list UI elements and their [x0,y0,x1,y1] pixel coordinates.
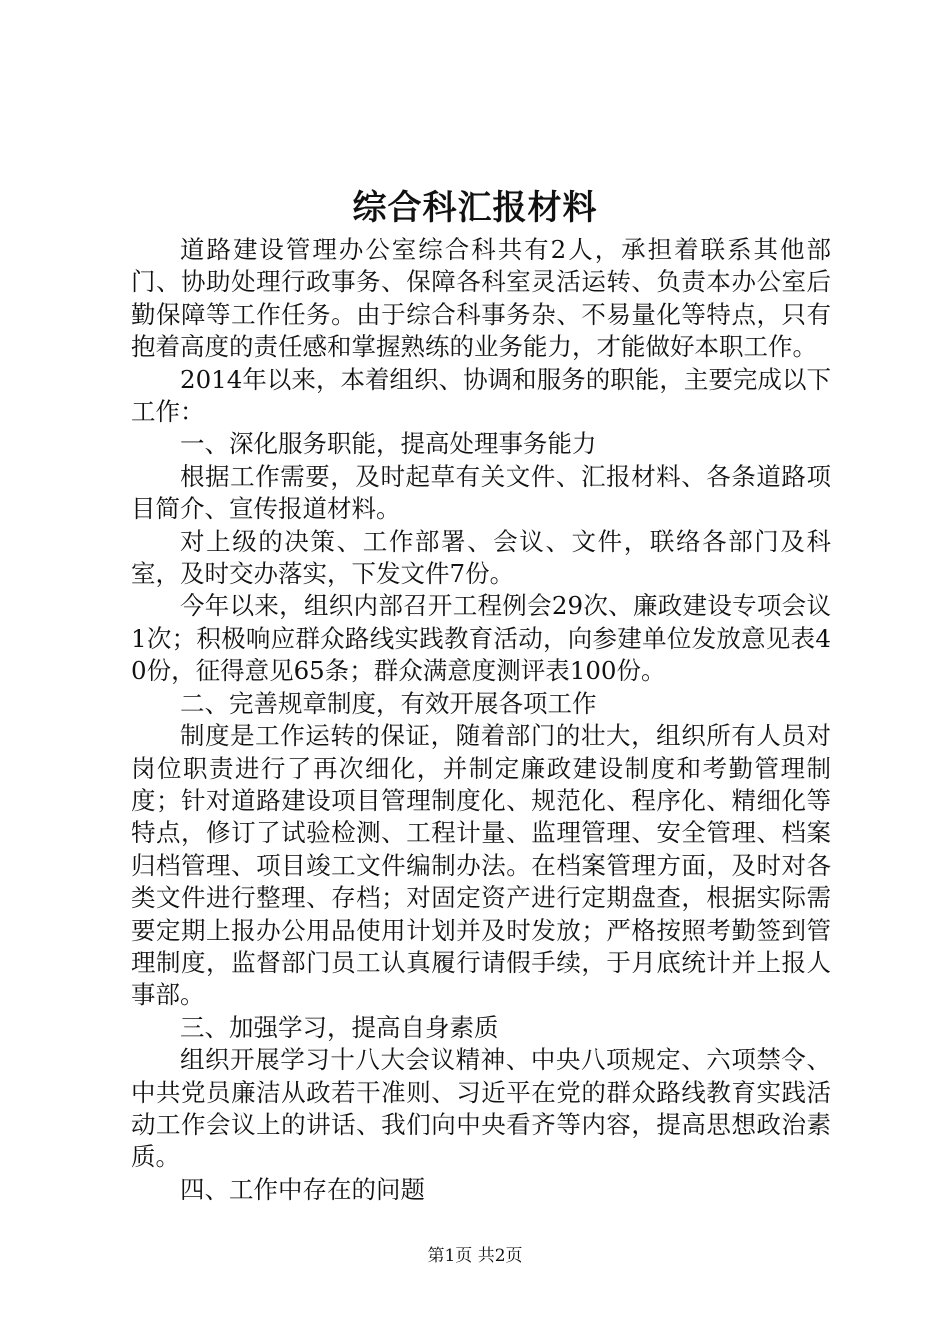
section-heading-2: 二、完善规章制度，有效开展各项工作 [180,688,597,718]
paragraph: 根据工作需要，及时起草有关文件、汇报材料、各条道路项目简介、宣传报道材料。 [131,461,831,524]
document-title: 综合科汇报材料 [352,188,598,228]
section-heading-1: 一、深化服务职能，提高处理事务能力 [180,429,597,459]
section-heading-3: 三、加强学习，提高自身素质 [180,1012,499,1042]
paragraph: 对上级的决策、工作部署、会议、文件，联络各部门及科室，及时交办落实，下发文件7份。 [131,526,831,589]
page-footer: 第1页 共2页 [427,1246,523,1266]
paragraph: 今年以来，组织内部召开工程例会29次、廉政建设专项会议1次；积极响应群众路线实践教育活动，向参建单位发放意见表40份，征得意见65条；群众满意度测评表100份。 [131,591,831,686]
document-body [131,234,831,1206]
paragraph-summary: 2014年以来，本着组织、协调和服务的职能，主要完成以下工作： [131,364,831,427]
section-heading-4: 四、工作中存在的问题 [180,1174,425,1204]
paragraph-intro: 道路建设管理办公室综合科共有2人，承担着联系其他部门、协助处理行政事务、保障各科室灵活运转、负责本办公室后勤保障等工作任务。由于综合科事务杂、不易量化等特点，只有抱着高度的责任感和掌握熟练的业务能力，才能做好本职工作。 [131,235,831,362]
paragraph: 组织开展学习十八大会议精神、中央八项规定、六项禁令、中共党员廉洁从政若干准则、习近平在党的群众路线教育实践活动工作会议上的讲话、我们向中央看齐等内容，提高思想政治素质。 [131,1045,831,1172]
paragraph: 制度是工作运转的保证，随着部门的壮大，组织所有人员对岗位职责进行了再次细化，并制定廉政建设制度和考勤管理制度；针对道路建设项目管理制度化、规范化、程序化、精细化等特点，修订了试验检测、工程计量、监理管理、安全管理、档案归档管理、项目竣工文件编制办法。在档案管理方面，及时对各类文件进行整理、存档；对固定资产进行定期盘查，根据实际需要定期上报办公用品使用计划并及时发放；严格按照考勤签到管理制度，监督部门员工认真履行请假手续，于月底统计并上报人事部。 [131,721,831,1010]
